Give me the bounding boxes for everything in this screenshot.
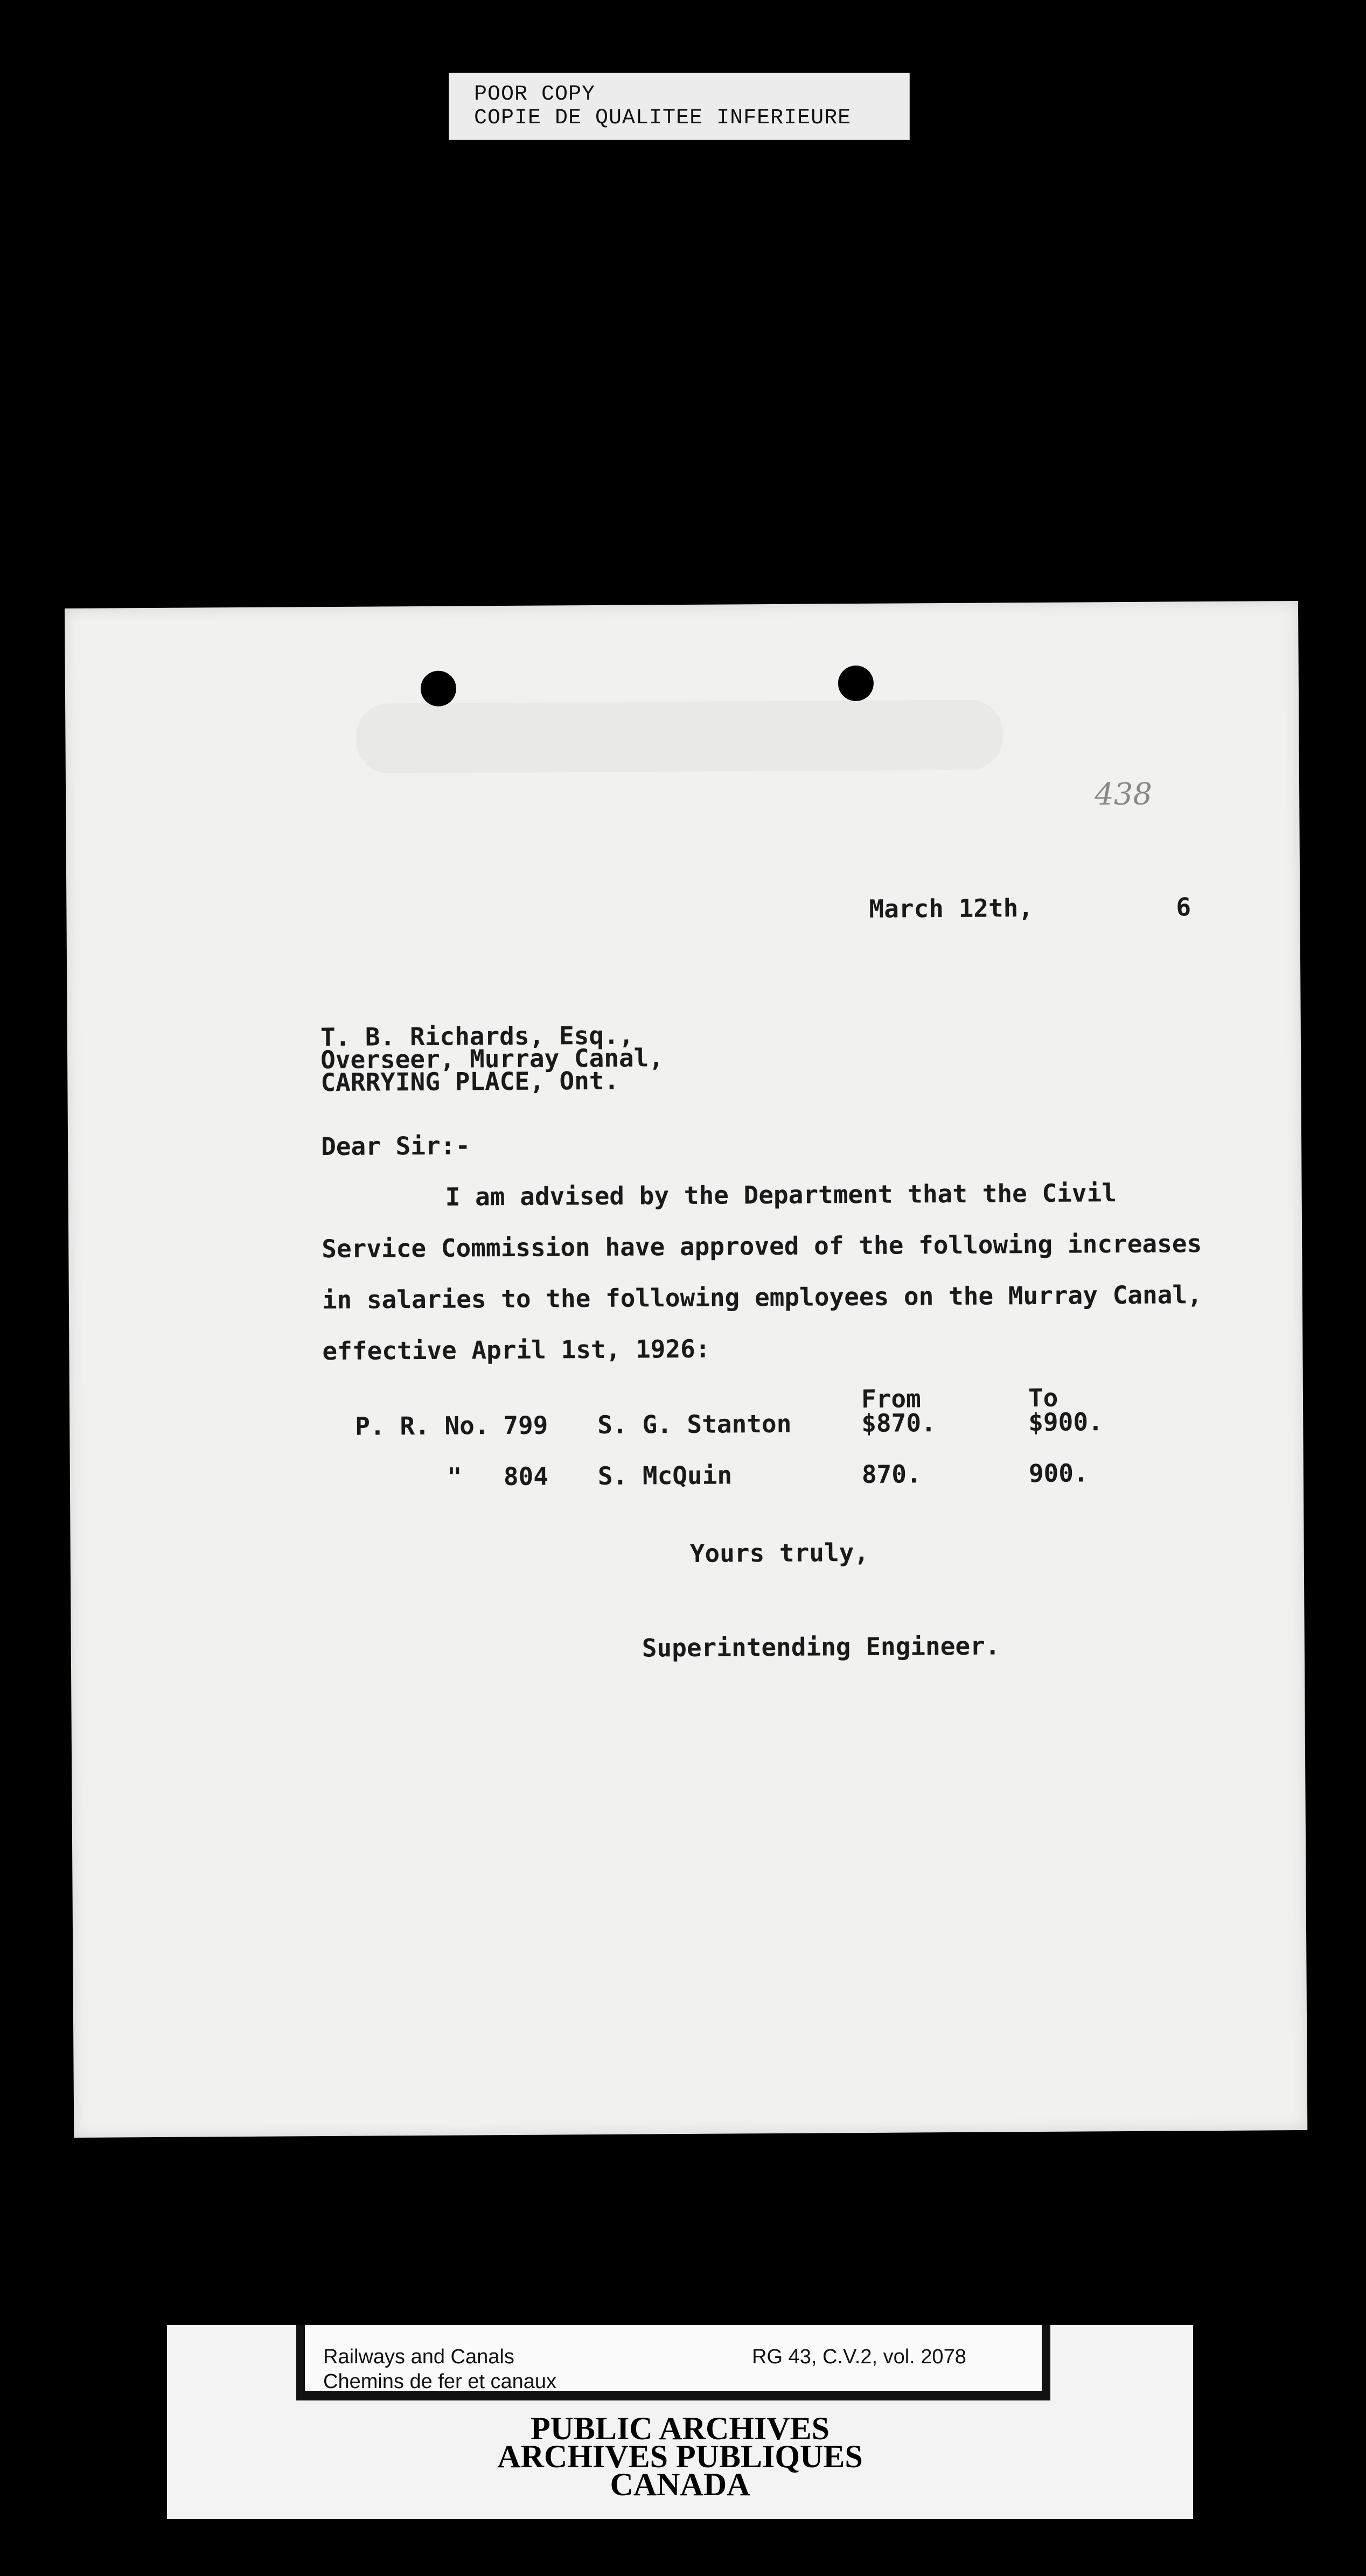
column-header-from: From xyxy=(861,1384,921,1413)
stamp-line-2: COPIE DE QUALITEE INFERIEURE xyxy=(474,106,852,130)
body-line: Service Commission have approved of the following increases xyxy=(322,1229,1202,1264)
closing: Yours truly, xyxy=(689,1537,869,1568)
body-line: effective April 1st, 1926: xyxy=(322,1334,710,1366)
recipient-name: T. B. Richards, Esq., xyxy=(320,1020,634,1052)
row-from-salary: $870. xyxy=(861,1408,936,1438)
page-mark: 6 xyxy=(1176,892,1191,922)
record-group-reference: RG 43, C.V.2, vol. 2078 xyxy=(752,2346,966,2368)
letter-date: March 12th, xyxy=(869,893,1034,923)
row-employee-name: S. G. Stanton xyxy=(597,1409,792,1439)
archives-country: CANADA xyxy=(610,2467,750,2502)
row-prefix: " xyxy=(447,1462,462,1492)
punch-hole-left xyxy=(421,671,456,706)
salutation: Dear Sir:- xyxy=(320,1131,471,1161)
row-from-salary: 870. xyxy=(861,1459,922,1489)
column-header-to: To xyxy=(1028,1383,1058,1413)
signature-title: Superintending Engineer. xyxy=(642,1631,1000,1663)
poor-copy-stamp xyxy=(449,73,910,140)
row-to-salary: 900. xyxy=(1028,1458,1089,1488)
reference-box xyxy=(296,2325,1050,2400)
archive-plate xyxy=(167,2325,1193,2519)
archives-title-fr: ARCHIVES PUBLIQUES xyxy=(497,2439,863,2474)
row-employee-name: S. McQuin xyxy=(597,1460,733,1490)
row-to-salary: $900. xyxy=(1028,1407,1103,1437)
row-number: 799 xyxy=(503,1410,548,1440)
bleed-through-mark xyxy=(356,699,1003,773)
row-prefix: P. R. No. xyxy=(355,1411,490,1441)
recipient-location: CARRYING PLACE, Ont. xyxy=(320,1066,619,1097)
letter-page xyxy=(65,601,1307,2138)
handwritten-file-number: 438 xyxy=(1094,776,1153,813)
department-en: Railways and Canals xyxy=(323,2346,514,2368)
body-line: I am advised by the Department that the Civil xyxy=(445,1178,1117,1212)
recipient-title: Overseer, Murray Canal, xyxy=(320,1043,664,1075)
department-fr: Chemins de fer et canaux xyxy=(323,2370,557,2393)
punch-hole-right xyxy=(838,666,874,701)
archives-title-en: PUBLIC ARCHIVES xyxy=(530,2411,830,2446)
stamp-line-1: POOR COPY xyxy=(474,82,596,107)
row-number: 804 xyxy=(503,1461,549,1492)
body-line: in salaries to the following employees on the Murray Canal, xyxy=(322,1280,1202,1315)
